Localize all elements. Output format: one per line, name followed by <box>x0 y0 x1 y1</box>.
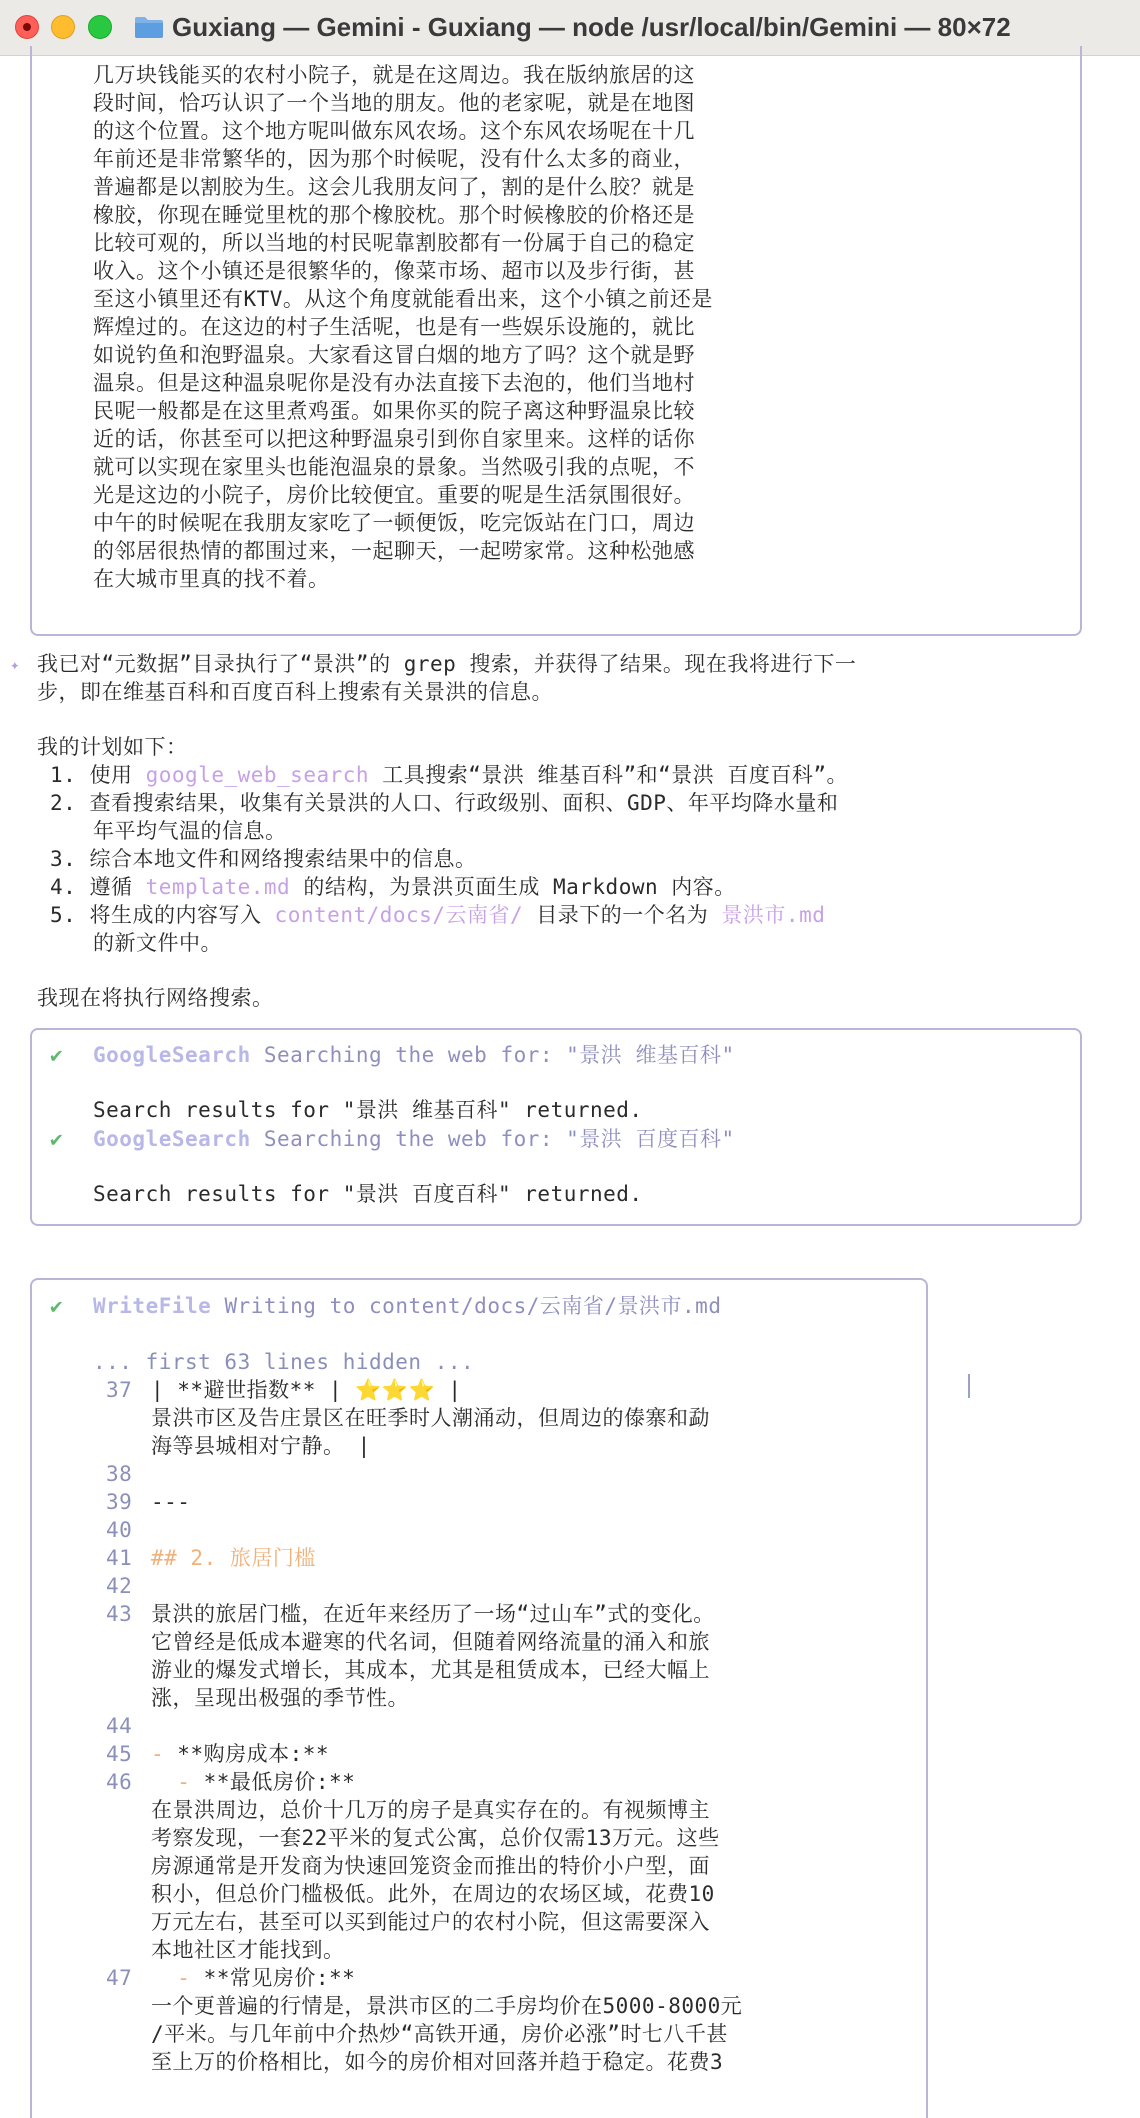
quote-line: 年前还是非常繁华的，因为那个时候呢，没有什么太多的商业， <box>93 147 695 171</box>
file-line: - **购房成本:** <box>151 1742 330 1766</box>
hidden-lines-note: ... first 63 lines hidden ... <box>93 1350 475 1374</box>
quote-line: 几万块钱能买的农村小院子，就是在这周边。我在版纳旅居的这 <box>93 63 695 87</box>
check-icon: ✔ <box>50 1043 64 1067</box>
line-number: 43 <box>106 1602 133 1626</box>
folder-icon <box>134 15 164 39</box>
plan-step: 4. 遵循 template.md 的结构，为景洪页面生成 Markdown 内容。 <box>50 875 736 899</box>
quote-line: 如说钓鱼和泡野温泉。大家看这冒白烟的地方了吗？这个就是野 <box>93 343 695 367</box>
file-line: 至上万的价格相比，如今的房价相对回落并趋于稳定。花费3 <box>151 2050 724 2074</box>
line-number: 45 <box>106 1742 133 1766</box>
file-reference: template.md <box>145 875 291 899</box>
file-line: 万元左右，甚至可以买到能过户的农村小院，但这需要深入 <box>151 1910 710 1934</box>
quote-line: 辉煌过的。在这边的村子生活呢，也是有一些娱乐设施的，就比 <box>93 315 695 339</box>
scrollbar-thumb[interactable] <box>968 1374 970 1398</box>
terminal-area[interactable] <box>0 56 1140 2110</box>
check-icon: ✔ <box>50 1294 64 1318</box>
assistant-line: 我已对“元数据”目录执行了“景洪”的 grep 搜索，并获得了结果。现在我将进行下一 <box>37 652 857 676</box>
file-line: 房源通常是开发商为快速回笼资金而推出的特价小户型，面 <box>151 1854 710 1878</box>
path-reference: content/docs/云南省/ <box>274 903 524 927</box>
quote-line: 收入。这个小镇还是很繁华的，像菜市场、超市以及步行街，甚 <box>93 259 695 283</box>
file-line: - **最低房价:** <box>151 1770 356 1794</box>
quote-line: 段时间，恰巧认识了一个当地的朋友。他的老家呢，就是在地图 <box>93 91 695 115</box>
minimize-window-button[interactable] <box>51 15 75 39</box>
list-dash: - <box>151 1742 178 1766</box>
close-window-button[interactable] <box>15 15 39 39</box>
check-icon: ✔ <box>50 1127 64 1151</box>
quote-line: 在大城市里真的找不着。 <box>93 567 330 591</box>
search-tool-call: GoogleSearch Searching the web for: "景洪 百度百科" <box>93 1127 735 1151</box>
quote-line: 民呢一般都是在这里煮鸡蛋。如果你买的院子离这种野温泉比较 <box>93 399 695 423</box>
line-number: 40 <box>106 1518 133 1542</box>
quote-line: 至这小镇里还有KTV。从这个角度就能看出来，这个小镇之前还是 <box>93 287 713 311</box>
file-line: ## 2. 旅居门槛 <box>151 1546 316 1570</box>
search-tool-call: GoogleSearch Searching the web for: "景洪 维基百科" <box>93 1043 735 1067</box>
line-number: 44 <box>106 1714 133 1738</box>
line-number: 38 <box>106 1462 133 1486</box>
file-line: 海等县城相对宁静。 | <box>151 1434 371 1458</box>
quote-line: 就可以实现在家里头也能泡温泉的景象。当然吸引我的点呢，不 <box>93 455 695 479</box>
search-result: Search results for "景洪 百度百科" returned. <box>93 1182 643 1206</box>
quote-line: 中午的时候呢在我朋友家吃了一顿便饭，吃完饭站在门口，周边 <box>93 511 695 535</box>
sparkle-icon: ✦ <box>10 655 21 674</box>
line-number: 41 <box>106 1546 133 1570</box>
quote-line: 光是这边的小院子，房价比较便宜。重要的呢是生活氛围很好。 <box>93 483 695 507</box>
quote-line: 橡胶，你现在睡觉里枕的那个橡胶枕。那个时候橡胶的价格还是 <box>93 203 695 227</box>
file-line: - **常见房价:** <box>151 1966 356 1990</box>
file-line: | **避世指数** | ⭐⭐⭐ | <box>151 1378 462 1402</box>
file-line: /平米。与几年前中介热炒“高铁开通，房价必涨”时七八千甚 <box>151 2022 728 2046</box>
file-line: 一个更普遍的行情是，景洪市区的二手房均价在5000-8000元 <box>151 1994 743 2018</box>
window-title: Guxiang — Gemini - Guxiang — node /usr/local/bin/Gemini — 80×72 <box>172 12 1011 42</box>
plan-step-cont: 年平均气温的信息。 <box>93 819 287 843</box>
file-line: 景洪市区及告庄景区在旺季时人潮涌动，但周边的傣寨和勐 <box>151 1406 710 1430</box>
plan-step-cont: 的新文件中。 <box>93 931 222 955</box>
file-line: 涨，呈现出极强的季节性。 <box>151 1686 409 1710</box>
zoom-window-button[interactable] <box>88 15 112 39</box>
quote-line: 比较可观的，所以当地的村民呢靠割胶都有一份属于自己的稳定 <box>93 231 695 255</box>
writefile-tool-call: WriteFile Writing to content/docs/云南省/景洪市.md <box>93 1294 722 1318</box>
plan-step: 1. 使用 google_web_search 工具搜索“景洪 维基百科”和“景洪 百度百科”。 <box>50 763 849 787</box>
file-line: 在景洪周边，总价十几万的房子是真实存在的。有视频博主 <box>151 1798 710 1822</box>
line-number: 47 <box>106 1966 133 1990</box>
quote-line: 的邻居很热情的都围过来，一起聊天，一起唠家常。这种松弛感 <box>93 539 695 563</box>
quote-line: 的这个位置。这个地方呢叫做东风农场。这个东风农场呢在十几 <box>93 119 695 143</box>
file-line: 积小，但总价门槛极低。此外，在周边的农场区域，花费10 <box>151 1882 715 1906</box>
search-result: Search results for "景洪 维基百科" returned. <box>93 1098 643 1122</box>
file-line: 它曾经是低成本避寒的代名词，但随着网络流量的涌入和旅 <box>151 1630 710 1654</box>
line-number: 39 <box>106 1490 133 1514</box>
plan-step: 3. 综合本地文件和网络搜索结果中的信息。 <box>50 847 477 871</box>
quote-line: 普遍都是以割胶为生。这会儿我朋友问了，割的是什么胶？就是 <box>93 175 695 199</box>
quote-line: 温泉。但是这种温泉呢你是没有办法直接下去泡的，他们当地村 <box>93 371 695 395</box>
file-line: --- <box>151 1490 191 1514</box>
file-line: 景洪的旅居门槛，在近年来经历了一场“过山车”式的变化。 <box>151 1602 715 1626</box>
assistant-closing: 我现在将执行网络搜索。 <box>37 986 274 1010</box>
assistant-line: 步，即在维基百科和百度百科上搜索有关景洪的信息。 <box>37 680 553 704</box>
plan-step: 2. 查看搜索结果，收集有关景洪的人口、行政级别、面积、GDP、年平均降水量和 <box>50 791 839 815</box>
file-line: 考察发现，一套22平米的复式公寓，总价仅需13万元。这些 <box>151 1826 720 1850</box>
list-dash: - <box>151 1966 204 1990</box>
plan-intro: 我的计划如下： <box>37 735 188 759</box>
line-number: 46 <box>106 1770 133 1794</box>
plan-step: 5. 将生成的内容写入 content/docs/云南省/ 目录下的一个名为 景洪市.md <box>50 903 826 927</box>
line-number: 37 <box>106 1378 133 1402</box>
file-line: 本地社区才能找到。 <box>151 1938 345 1962</box>
line-number: 42 <box>106 1574 133 1598</box>
quote-line: 近的话，你甚至可以把这种野温泉引到你自家里来。这样的话你 <box>93 427 695 451</box>
file-reference: 景洪市.md <box>721 903 826 927</box>
file-line: 游业的爆发式增长，其成本，尤其是租赁成本，已经大幅上 <box>151 1658 710 1682</box>
list-dash: - <box>151 1770 204 1794</box>
tool-reference: google_web_search <box>145 763 370 787</box>
